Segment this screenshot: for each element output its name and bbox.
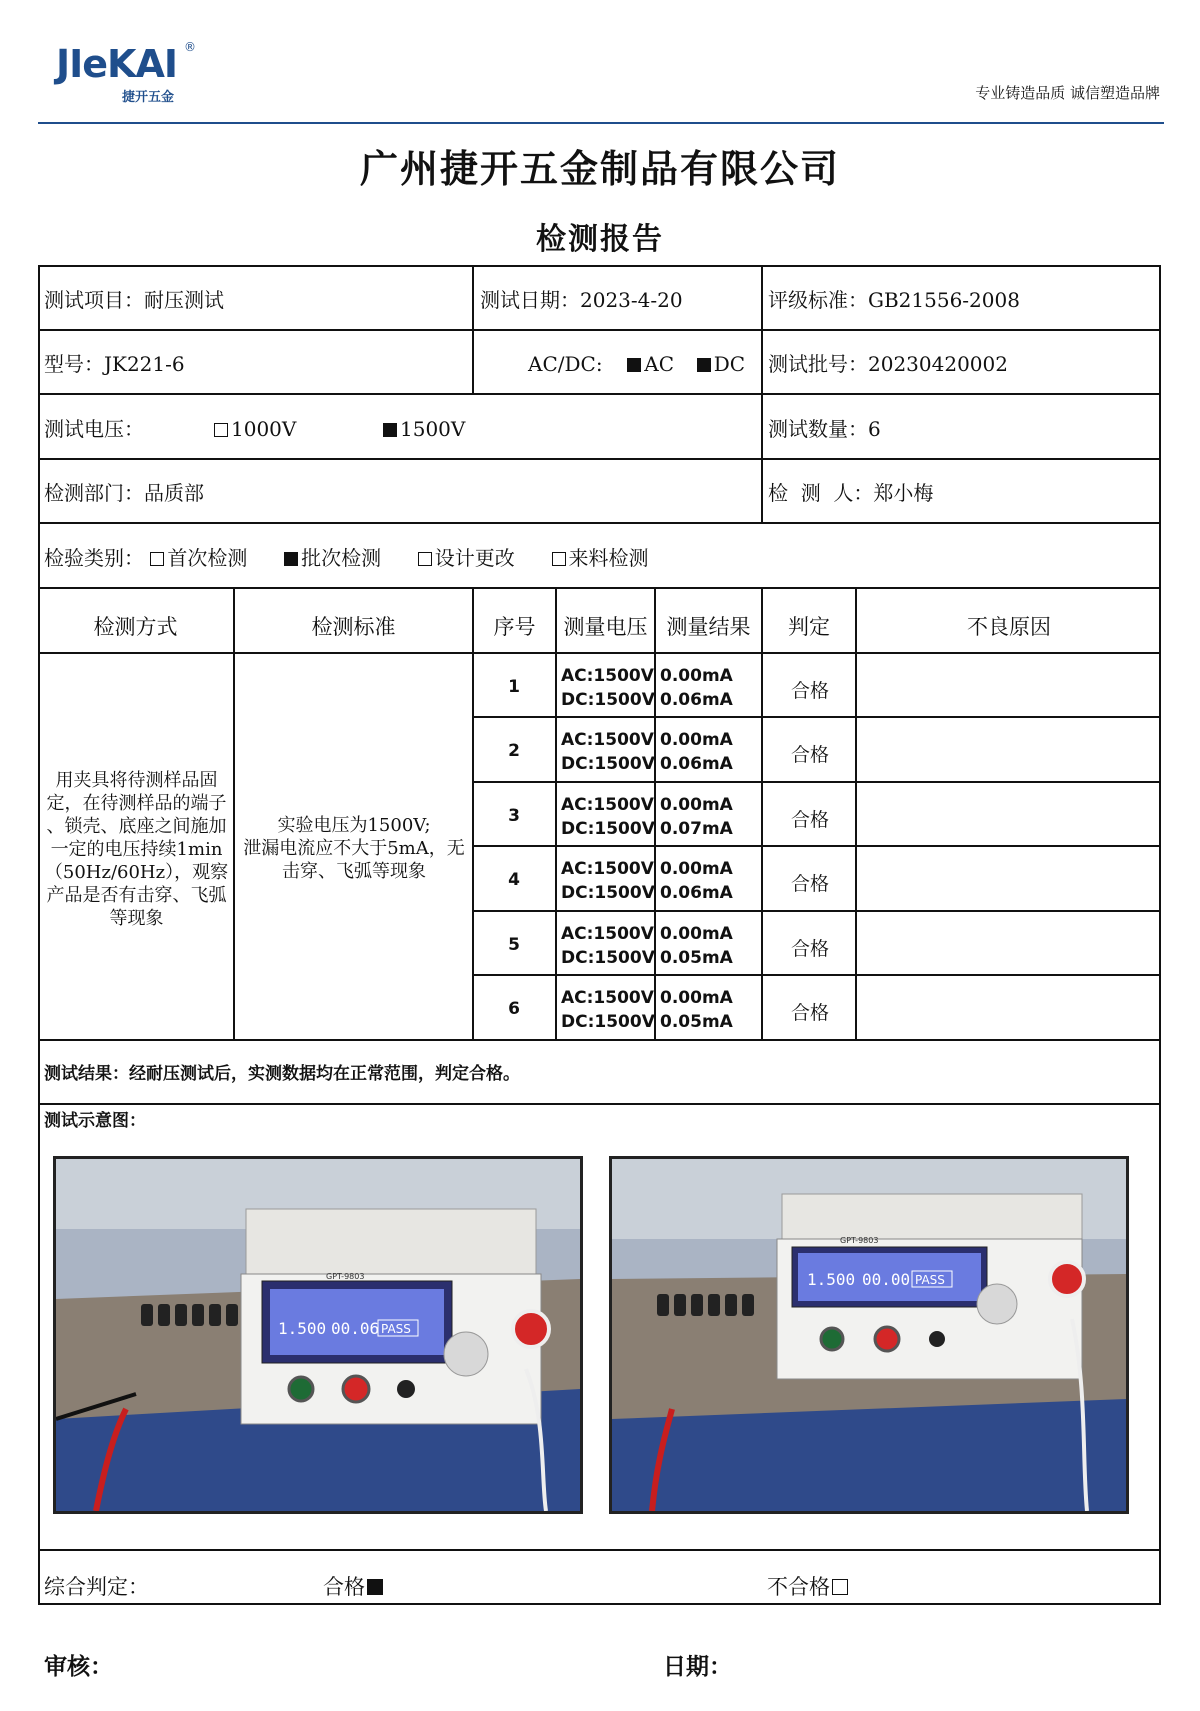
voltage-dc: DC:1500V <box>561 948 655 968</box>
header-standard: 检测标准 <box>311 615 396 639</box>
voltage-ac: AC:1500V <box>561 666 654 686</box>
divider <box>38 522 1161 524</box>
header-voltage: 测量电压 <box>563 615 648 639</box>
divider <box>233 587 235 1040</box>
voltage-1500-label: 1500V <box>400 417 466 441</box>
row-verdict: 合格 <box>790 1002 829 1024</box>
voltage-1500-checkbox[interactable] <box>383 423 397 437</box>
overall-label: 综合判定： <box>44 1575 149 1599</box>
result-ac: 0.00mA <box>660 859 733 879</box>
standard-line: 击穿、飞弧等现象 <box>282 861 426 882</box>
header-verdict: 判定 <box>788 615 830 639</box>
logo-subtitle: 捷开五金 <box>122 90 175 105</box>
divider <box>38 329 1161 331</box>
acdc-label: AC/DC: <box>528 352 603 376</box>
category-first-checkbox[interactable] <box>150 552 164 566</box>
category-first-label: 首次检测 <box>167 546 248 570</box>
result-ac: 0.00mA <box>660 988 733 1008</box>
result-dc: 0.05mA <box>660 948 733 968</box>
row-result <box>660 664 733 712</box>
row-verdict: 合格 <box>790 680 829 702</box>
voltage-label: 测试电压： <box>44 417 144 441</box>
voltage-ac: AC:1500V <box>561 730 654 750</box>
row-voltage <box>561 728 655 776</box>
row-verdict: 合格 <box>790 809 829 831</box>
header-result: 测量结果 <box>666 615 751 639</box>
row-voltage <box>561 986 655 1034</box>
screen-status: PASS <box>915 1273 945 1287</box>
result-ac: 0.00mA <box>660 666 733 686</box>
test-method <box>40 769 233 930</box>
result-dc: 0.06mA <box>660 690 733 710</box>
divider <box>472 265 474 394</box>
row-verdict: 合格 <box>790 873 829 895</box>
device-model: GPT-9803 <box>840 1236 879 1245</box>
category-design-checkbox[interactable] <box>418 552 432 566</box>
row-result <box>660 922 733 970</box>
divider <box>38 1103 1161 1105</box>
category-incoming-label: 来料检测 <box>568 546 649 570</box>
row-result <box>660 986 733 1034</box>
result-ac: 0.00mA <box>660 795 733 815</box>
voltage-dc: DC:1500V <box>561 883 655 903</box>
result-dc: 0.07mA <box>660 819 733 839</box>
method-line: 产品是否有击穿、飞弧 <box>46 885 227 906</box>
registered-mark-icon: ® <box>184 40 196 54</box>
screen-value-1: 1.500 <box>278 1319 327 1338</box>
divider <box>38 458 1161 460</box>
voltage-ac: AC:1500V <box>561 859 654 879</box>
row-result <box>660 857 733 905</box>
row-seq: 5 <box>508 935 520 955</box>
divider <box>38 1039 1161 1041</box>
divider <box>38 587 1161 589</box>
method-line: 定，在待测样品的端子 <box>46 793 227 814</box>
voltage-dc: DC:1500V <box>561 819 655 839</box>
row-voltage <box>561 793 655 841</box>
slogan: 专业铸造品质 诚信塑造品牌 <box>975 84 1160 102</box>
divider <box>472 910 1161 912</box>
voltage-1000-checkbox[interactable] <box>214 423 228 437</box>
row-seq: 4 <box>508 870 520 890</box>
header-seq: 序号 <box>493 615 536 639</box>
row-seq: 6 <box>508 999 520 1019</box>
row-seq: 1 <box>508 677 520 697</box>
row-result <box>660 728 733 776</box>
row-result <box>660 793 733 841</box>
divider <box>472 974 1161 976</box>
department: 检测部门：品质部 <box>44 481 204 505</box>
header-divider <box>38 122 1164 124</box>
divider <box>761 265 763 523</box>
row-voltage <box>561 922 655 970</box>
test-item: 测试项目：耐压测试 <box>44 288 224 312</box>
pass-label: 合格 <box>323 1575 365 1599</box>
voltage-option-1500 <box>383 419 465 439</box>
voltage-ac: AC:1500V <box>561 988 654 1008</box>
row-voltage <box>561 857 655 905</box>
inspector: 检 测 人：郑小梅 <box>768 481 934 505</box>
header-defect: 不良原因 <box>967 615 1051 639</box>
diagram-label: 测试示意图： <box>44 1111 146 1131</box>
divider <box>472 716 1161 718</box>
result-dc: 0.06mA <box>660 883 733 903</box>
standard-line: 泄漏电流应不大于5mA，无 <box>243 838 465 859</box>
voltage-dc: DC:1500V <box>561 754 655 774</box>
review-label: 审核： <box>44 1653 113 1680</box>
divider <box>472 845 1161 847</box>
test-quantity: 测试数量：6 <box>768 417 881 441</box>
fail-label: 不合格 <box>767 1575 830 1599</box>
method-line: 一定的电压持续1min <box>50 839 223 860</box>
dc-checkbox[interactable] <box>697 358 711 372</box>
overall-pass <box>323 1571 386 1601</box>
category-design-label: 设计更改 <box>434 546 515 570</box>
photo-left-image <box>56 1159 580 1511</box>
test-date: 测试日期：2023-4-20 <box>480 288 683 312</box>
method-line: 、锁壳、底座之间施加 <box>46 816 227 837</box>
result-ac: 0.00mA <box>660 730 733 750</box>
header-method: 检测方式 <box>93 615 178 639</box>
date-label: 日期： <box>663 1653 732 1680</box>
device-model: GPT-9803 <box>326 1272 365 1281</box>
voltage-dc: DC:1500V <box>561 690 655 710</box>
row-seq: 3 <box>508 806 520 826</box>
model-number: 型号：JK221-6 <box>44 352 185 376</box>
test-result: 测试结果：经耐压测试后，实测数据均在正常范围，判定合格。 <box>44 1064 520 1084</box>
row-verdict: 合格 <box>790 744 829 766</box>
divider <box>38 393 1161 395</box>
divider <box>38 652 1161 654</box>
dc-label: DC <box>713 352 746 376</box>
voltage-ac: AC:1500V <box>561 795 654 815</box>
category-batch-label: 批次检测 <box>301 546 382 570</box>
result-ac: 0.00mA <box>660 924 733 944</box>
method-line: 等现象 <box>109 908 164 929</box>
category-batch-checkbox[interactable] <box>284 552 298 566</box>
company-logo <box>56 42 206 106</box>
overall-fail <box>767 1571 851 1601</box>
photo-right-image <box>612 1159 1126 1511</box>
screen-value-2: 00.00 <box>862 1270 911 1289</box>
row-seq: 2 <box>508 741 520 761</box>
ac-checkbox[interactable] <box>627 358 641 372</box>
report-title: 检测报告 <box>536 222 664 257</box>
fail-checkbox[interactable] <box>832 1579 848 1595</box>
row-verdict: 合格 <box>790 938 829 960</box>
category-incoming-checkbox[interactable] <box>552 552 566 566</box>
divider <box>472 781 1161 783</box>
test-photo-left <box>53 1156 583 1514</box>
result-dc: 0.06mA <box>660 754 733 774</box>
logo-wordmark: JIeKAI <box>56 42 178 86</box>
divider <box>555 587 557 1040</box>
batch-number: 测试批号：20230420002 <box>768 352 1008 376</box>
screen-status: PASS <box>381 1322 411 1336</box>
screen-value-2: 00.06 <box>331 1319 380 1338</box>
voltage-dc: DC:1500V <box>561 1012 655 1032</box>
result-dc: 0.05mA <box>660 1012 733 1032</box>
voltage-1000-label: 1000V <box>231 417 297 441</box>
test-photo-right <box>609 1156 1129 1514</box>
company-name: 广州捷开五金制品有限公司 <box>359 146 840 191</box>
divider <box>38 1549 1161 1551</box>
method-line: （50Hz/60Hz），观察 <box>44 862 229 883</box>
row-voltage <box>561 664 655 712</box>
acdc-selection <box>528 354 745 374</box>
pass-checkbox[interactable] <box>367 1579 383 1595</box>
test-standard <box>236 814 472 883</box>
voltage-option-1000 <box>214 419 296 439</box>
voltage-ac: AC:1500V <box>561 924 654 944</box>
ac-label: AC <box>644 352 675 376</box>
category-row <box>44 548 649 568</box>
grading-standard: 评级标准：GB21556-2008 <box>768 288 1020 312</box>
category-label: 检验类别： <box>44 546 144 570</box>
method-line: 用夹具将待测样品固 <box>55 770 218 791</box>
standard-line: 实验电压为1500V; <box>277 815 431 836</box>
screen-value-1: 1.500 <box>807 1270 856 1289</box>
